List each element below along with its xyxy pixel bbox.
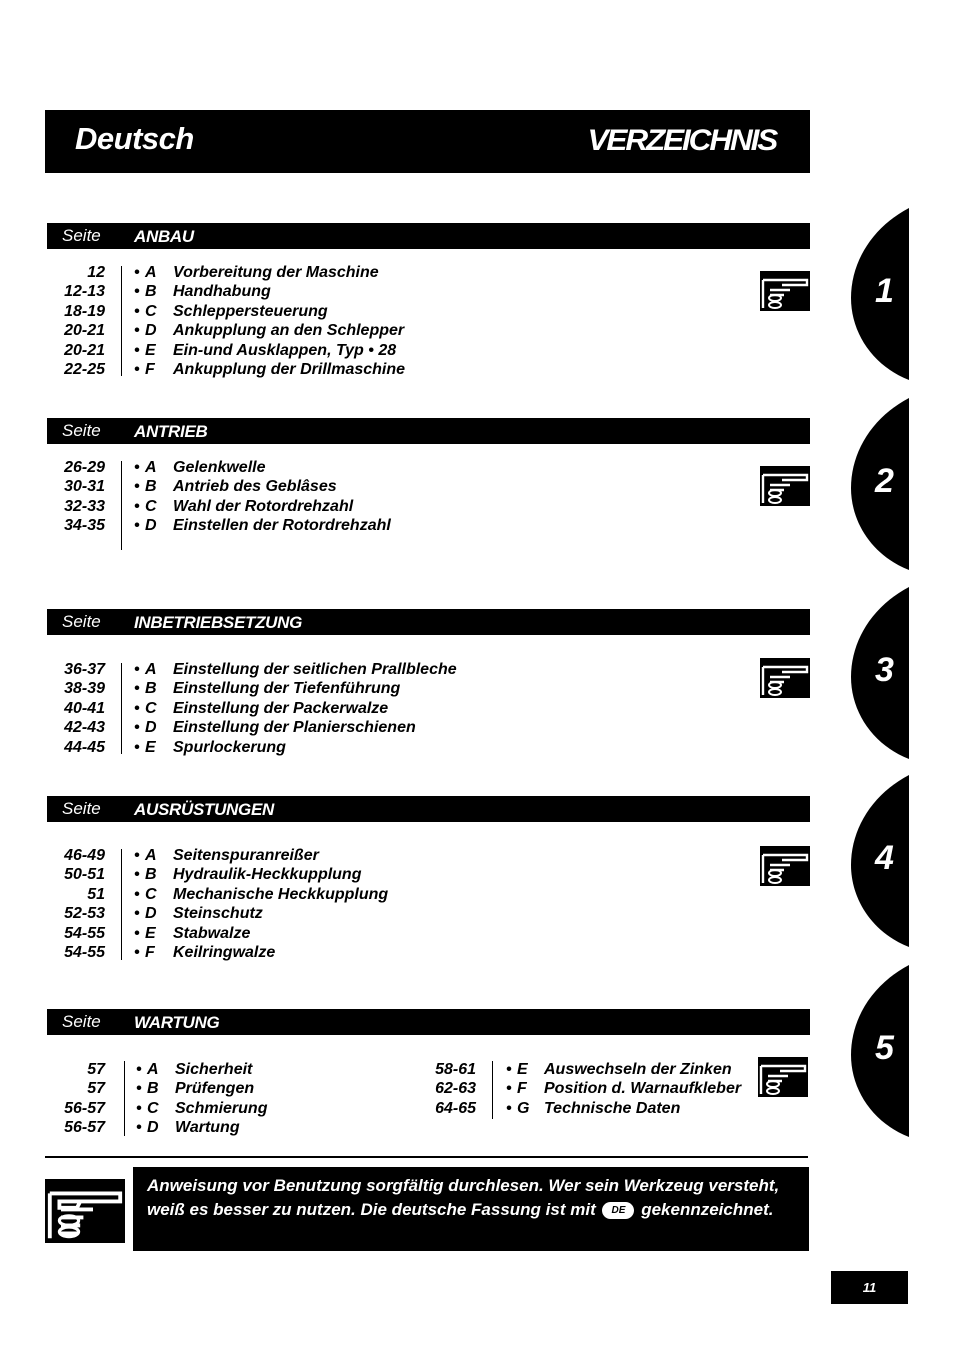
language-title: Deutsch: [75, 121, 194, 156]
page-number: 11: [831, 1271, 908, 1304]
entry-letter: B: [145, 478, 157, 496]
entry-page: 38-39: [64, 680, 105, 698]
entry-title: Schmierung: [175, 1099, 268, 1117]
entry-letter: F: [145, 944, 155, 961]
entry-page: 20-21: [64, 341, 105, 359]
chapter-tab-number: 5: [875, 1029, 894, 1067]
toc-entry[interactable]: [0, 924, 760, 943]
entry-title: Einstellung der seitlichen Prallbleche: [173, 661, 457, 678]
entry-title: Einstellung der Packerwalze: [173, 699, 389, 717]
entry-bullet: •: [134, 302, 140, 320]
entry-bullet: •: [134, 283, 140, 301]
entry-bullet: •: [134, 680, 140, 698]
entry-page: 36-37: [64, 661, 105, 678]
toc-entry[interactable]: [0, 1118, 760, 1137]
toc-entry[interactable]: [0, 302, 760, 321]
entry-letter: E: [517, 1061, 528, 1078]
entry-letter: A: [145, 847, 157, 864]
entry-letter: B: [147, 1080, 159, 1098]
entry-bullet: •: [134, 866, 140, 884]
entry-letter: C: [145, 699, 157, 717]
instruction-notice: [133, 1167, 809, 1251]
entry-page: 57: [87, 1061, 105, 1078]
toc-entry[interactable]: [0, 516, 760, 535]
toc-entry[interactable]: [0, 943, 760, 962]
document-title: VERZEICHNIS: [587, 124, 777, 157]
toc-entry[interactable]: [0, 718, 760, 737]
entry-title: Auswechseln der Zinken: [544, 1061, 732, 1078]
entry-page: 46-49: [64, 847, 105, 864]
entry-bullet: •: [134, 478, 140, 496]
toc-entry[interactable]: [0, 660, 760, 679]
toc-entry[interactable]: [0, 699, 760, 718]
entry-title: Vorbereitung der Maschine: [173, 264, 379, 281]
entry-letter: A: [147, 1061, 159, 1078]
column-separator: [121, 663, 122, 754]
column-separator: [121, 266, 122, 376]
entry-page: 32-33: [64, 497, 105, 515]
entry-page: 12-13: [64, 283, 105, 301]
entry-page: 57: [87, 1080, 105, 1098]
divider: [45, 1156, 808, 1158]
entry-letter: C: [145, 885, 157, 903]
entry-title: Wartung: [175, 1119, 240, 1137]
entry-bullet: •: [136, 1099, 142, 1117]
entry-page: 18-19: [64, 302, 105, 320]
section-title: ANBAU: [134, 227, 194, 246]
toc-entry[interactable]: [0, 497, 760, 516]
entry-title: Einstellung der Tiefenführung: [173, 680, 401, 698]
entry-bullet: •: [134, 719, 140, 737]
entry-letter: D: [145, 905, 157, 923]
entry-letter: B: [145, 680, 157, 698]
entry-page: 34-35: [64, 517, 105, 535]
entry-page: 51: [87, 885, 105, 903]
entry-letter: C: [147, 1099, 159, 1117]
entry-letter: D: [145, 719, 157, 737]
entry-bullet: •: [134, 361, 140, 378]
toc-entry[interactable]: [0, 1079, 760, 1098]
entry-title: Seitenspuranreißer: [173, 847, 319, 864]
entry-bullet: •: [134, 497, 140, 515]
entry-title: Keilringwalze: [173, 944, 276, 961]
section-header: [47, 609, 810, 635]
notice-text-end: gekennzeichnet.: [641, 1200, 774, 1219]
entry-page: 62-63: [435, 1080, 476, 1098]
entry-title: Ankupplung der Drillmaschine: [173, 361, 406, 378]
entry-bullet: •: [506, 1061, 512, 1078]
entry-bullet: •: [134, 341, 140, 359]
toc-entry[interactable]: [0, 282, 760, 301]
entry-bullet: •: [134, 459, 140, 476]
entry-page: 20-21: [64, 322, 105, 340]
toc-entry[interactable]: [0, 885, 760, 904]
entry-bullet: •: [134, 924, 140, 942]
entry-letter: D: [147, 1119, 159, 1137]
entry-page: 54-55: [64, 944, 105, 961]
entry-title: Position d. Warnaufkleber: [544, 1080, 742, 1098]
entry-title: Sicherheit: [175, 1061, 253, 1078]
entry-page: 40-41: [64, 699, 105, 717]
pointing-hand-icon: [758, 1057, 808, 1097]
entry-title: Handhabung: [173, 283, 271, 301]
toc-entry[interactable]: [0, 341, 760, 360]
page-column-label: Seite: [62, 421, 101, 440]
entry-bullet: •: [136, 1119, 142, 1137]
chapter-tab-1: [851, 208, 911, 380]
page-column-label: Seite: [62, 799, 101, 818]
column-separator: [121, 849, 122, 960]
toc-entry[interactable]: [0, 865, 760, 884]
entry-title: Mechanische Heckkupplung: [173, 885, 389, 903]
entry-bullet: •: [134, 905, 140, 923]
entry-bullet: •: [134, 738, 140, 756]
entry-title: Ankupplung an den Schlepper: [173, 322, 405, 340]
section-title: ANTRIEB: [134, 422, 208, 441]
section-header: [47, 1009, 810, 1035]
entry-title: Stabwalze: [173, 924, 251, 942]
section-header: [47, 418, 810, 444]
entry-letter: E: [145, 924, 156, 942]
entry-bullet: •: [134, 517, 140, 535]
chapter-tab-3: [851, 587, 911, 759]
entry-letter: C: [145, 497, 157, 515]
toc-entry[interactable]: [0, 1099, 760, 1118]
pointing-hand-icon: [45, 1178, 125, 1244]
section-title: AUSRÜSTUNGEN: [134, 800, 274, 819]
column-separator: [121, 461, 122, 550]
section-title: INBETRIEBSETZUNG: [134, 613, 303, 632]
page-column-label: Seite: [62, 1012, 101, 1031]
chapter-tab-number: 3: [875, 651, 894, 689]
entry-bullet: •: [134, 885, 140, 903]
toc-entry[interactable]: [0, 263, 760, 282]
section-header: [47, 796, 810, 822]
language-badge: DE: [602, 1202, 634, 1219]
entry-bullet: •: [134, 264, 140, 281]
entry-title: Antrieb des Geblâses: [173, 478, 337, 496]
entry-page: 52-53: [64, 905, 105, 923]
entry-letter: A: [145, 661, 157, 678]
entry-title: Spurlockerung: [173, 738, 286, 756]
entry-bullet: •: [136, 1061, 142, 1078]
chapter-tab-number: 1: [875, 272, 894, 310]
entry-bullet: •: [134, 847, 140, 864]
entry-title: Steinschutz: [173, 905, 263, 923]
entry-page: 22-25: [64, 361, 105, 378]
entry-letter: A: [145, 459, 157, 476]
page-column-label: Seite: [62, 226, 101, 245]
entry-bullet: •: [134, 322, 140, 340]
toc-entry[interactable]: [0, 846, 760, 865]
pointing-hand-icon: [760, 271, 810, 311]
entry-bullet: •: [136, 1080, 142, 1098]
column-separator: [492, 1061, 493, 1119]
pointing-hand-icon: [760, 466, 810, 506]
entry-title: Einstellen der Rotordrehzahl: [173, 517, 391, 535]
entry-letter: B: [145, 866, 157, 884]
entry-title: Schleppersteuerung: [173, 302, 328, 320]
toc-entry[interactable]: [0, 679, 760, 698]
entry-letter: B: [145, 283, 157, 301]
chapter-tab-number: 2: [875, 462, 894, 500]
entry-page: 30-31: [64, 478, 105, 496]
entry-bullet: •: [134, 699, 140, 717]
entry-letter: C: [145, 302, 157, 320]
entry-bullet: •: [506, 1080, 512, 1098]
entry-letter: E: [145, 341, 156, 359]
entry-bullet: •: [134, 944, 140, 961]
toc-entry[interactable]: [0, 321, 760, 340]
toc-entry[interactable]: [0, 1060, 760, 1079]
notice-text: Anweisung vor Benutzung sorgfältig durchlesen. Wer sein Werkzeug versteht, weiß es besser zu nutzen. Die deutsche Fassung ist mit: [147, 1176, 780, 1219]
entry-page: 50-51: [64, 866, 105, 884]
entry-title: Ein-und Ausklappen, Typ • 28: [173, 341, 397, 359]
entry-page: 44-45: [64, 738, 105, 756]
entry-letter: F: [517, 1080, 527, 1098]
toc-entry[interactable]: [0, 458, 760, 477]
entry-page: 26-29: [64, 459, 105, 476]
chapter-tab-4: [851, 775, 911, 947]
pointing-hand-icon: [760, 846, 810, 886]
chapter-tab-2: [851, 398, 911, 570]
entry-title: Technische Daten: [544, 1099, 681, 1117]
toc-entry[interactable]: [0, 477, 760, 496]
entry-page: 58-61: [435, 1061, 476, 1078]
section-title: WARTUNG: [134, 1013, 220, 1032]
entry-page: 12: [87, 264, 105, 281]
toc-entry[interactable]: [0, 904, 760, 923]
entry-page: 56-57: [64, 1119, 105, 1137]
header-banner: [45, 110, 810, 173]
entry-letter: D: [145, 517, 157, 535]
entry-title: Einstellung der Planierschienen: [173, 719, 416, 737]
chapter-tab-5: [851, 965, 911, 1137]
entry-letter: E: [145, 738, 156, 756]
entry-letter: F: [145, 361, 155, 378]
chapter-tab-number: 4: [875, 839, 894, 877]
entry-page: 54-55: [64, 924, 105, 942]
entry-title: Gelenkwelle: [173, 459, 266, 476]
toc-entry[interactable]: [0, 738, 760, 757]
section-header: [47, 223, 810, 249]
entry-title: Prüfengen: [175, 1080, 255, 1098]
entry-letter: D: [145, 322, 157, 340]
entry-bullet: •: [134, 661, 140, 678]
entry-letter: A: [145, 264, 157, 281]
entry-bullet: •: [506, 1099, 512, 1117]
entry-page: 64-65: [435, 1099, 476, 1117]
entry-letter: G: [517, 1099, 530, 1117]
entry-page: 56-57: [64, 1099, 105, 1117]
entry-title: Hydraulik-Heckkupplung: [173, 866, 362, 884]
entry-title: Wahl der Rotordrehzahl: [173, 497, 354, 515]
page-column-label: Seite: [62, 612, 101, 631]
toc-entry[interactable]: [0, 360, 760, 379]
pointing-hand-icon: [760, 658, 810, 698]
entry-page: 42-43: [64, 719, 105, 737]
column-separator: [124, 1061, 125, 1136]
